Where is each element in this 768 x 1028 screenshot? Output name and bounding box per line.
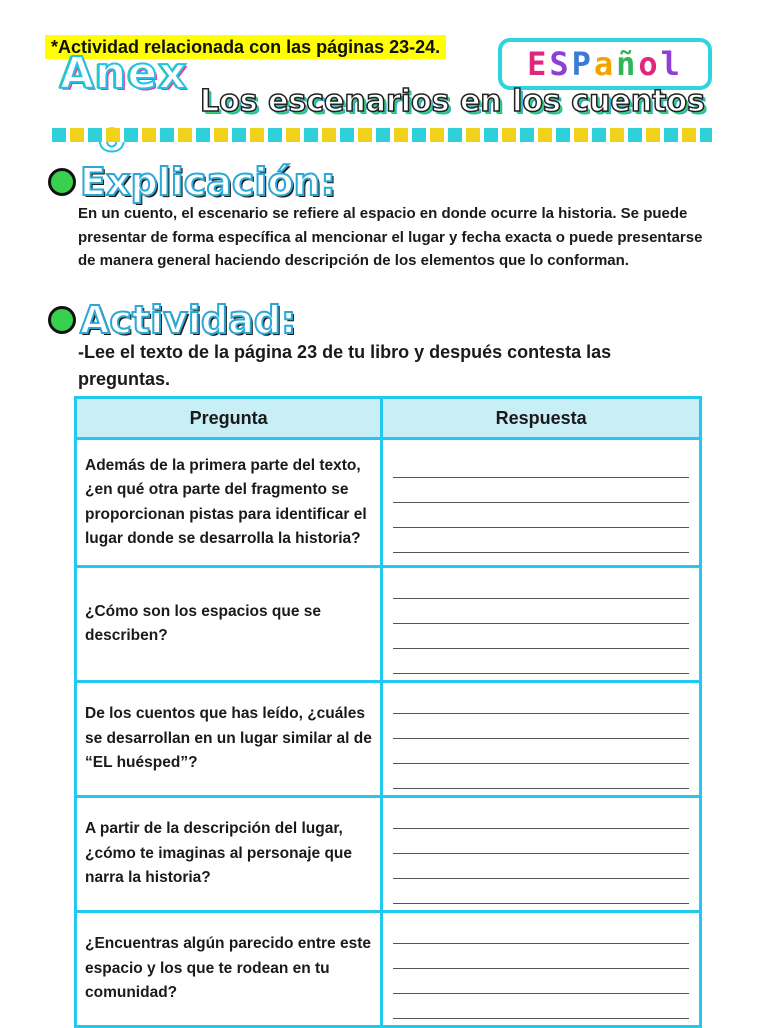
answer-cell[interactable]	[382, 797, 701, 912]
answer-line[interactable]	[393, 503, 689, 528]
table-row	[76, 567, 701, 682]
subject-letter: P	[571, 45, 594, 83]
answer-cell[interactable]	[382, 682, 701, 797]
anexo-label: Anex	[60, 48, 188, 99]
activity-reference-banner: *Actividad relacionada con las páginas 23-24.	[45, 35, 446, 59]
activity-heading	[48, 298, 296, 342]
answer-line[interactable]	[393, 574, 689, 599]
answer-line[interactable]	[393, 994, 689, 1019]
answer-line[interactable]	[393, 879, 689, 904]
green-bullet-icon	[48, 306, 76, 334]
answer-line[interactable]	[393, 649, 689, 674]
answer-line[interactable]	[393, 453, 689, 478]
answer-line[interactable]	[393, 854, 689, 879]
answer-line[interactable]	[393, 969, 689, 994]
answer-line[interactable]	[393, 624, 689, 649]
table-row	[76, 912, 701, 1027]
table-row	[76, 682, 701, 797]
answer-line[interactable]	[393, 739, 689, 764]
subject-letter: ñ	[616, 45, 639, 83]
table-row	[76, 797, 701, 912]
answer-line[interactable]	[393, 478, 689, 503]
answer-line[interactable]	[393, 829, 689, 854]
answer-cell[interactable]	[382, 439, 701, 567]
explanation-heading-text: Explicación:	[80, 160, 336, 204]
table-row	[76, 439, 701, 567]
subject-letter: o	[638, 45, 661, 83]
column-header-answer: Respuesta	[382, 398, 701, 439]
subject-badge	[498, 38, 712, 90]
explanation-heading	[48, 160, 336, 204]
answer-line[interactable]	[393, 528, 689, 553]
activity-instruction: -Lee el texto de la página 23 de tu libro y después contesta las preguntas.	[78, 342, 612, 389]
answer-line[interactable]	[393, 919, 689, 944]
explanation-text: En un cuento, el escenario se refiere al espacio en donde ocurre la historia. Se puede presentar de forma específica al mencionar el lugar y fecha exacta o puede presentarse de manera general haciendo descripción de los elementos que lo conforman.	[78, 205, 703, 269]
answer-cell[interactable]	[382, 912, 701, 1027]
activity-heading-text: Actividad:	[80, 298, 297, 342]
column-header-question: Pregunta	[76, 398, 382, 439]
question-cell: ¿Encuentras algún parecido entre este espacio y los que te rodean en tu comunidad?	[76, 912, 382, 1027]
answer-line[interactable]	[393, 944, 689, 969]
answer-line[interactable]	[393, 714, 689, 739]
table-header-row	[76, 398, 701, 439]
answer-line[interactable]	[393, 764, 689, 789]
question-cell: De los cuentos que has leído, ¿cuáles se desarrollan en un lugar similar al de “EL huésped”?	[76, 682, 382, 797]
question-cell: A partir de la descripción del lugar, ¿cómo te imaginas al personaje que narra la historia?	[76, 797, 382, 912]
answer-line[interactable]	[393, 599, 689, 624]
answer-line[interactable]	[393, 689, 689, 714]
subject-letter: E	[527, 45, 550, 83]
page-title: Los escenarios en los cuentos	[200, 84, 705, 119]
question-answer-table	[74, 396, 702, 1028]
question-cell: Además de la primera parte del texto, ¿en qué otra parte del fragmento se proporcionan pistas para identificar el lugar donde se desarrolla la historia?	[76, 439, 382, 567]
subject-letter: l	[660, 45, 683, 83]
green-bullet-icon	[48, 168, 76, 196]
answer-line[interactable]	[393, 804, 689, 829]
decorative-stripe	[52, 128, 712, 142]
question-cell: ¿Cómo son los espacios que se describen?	[76, 567, 382, 682]
answer-cell[interactable]	[382, 567, 701, 682]
subject-letter: a	[593, 45, 617, 83]
subject-letter: S	[549, 45, 572, 83]
